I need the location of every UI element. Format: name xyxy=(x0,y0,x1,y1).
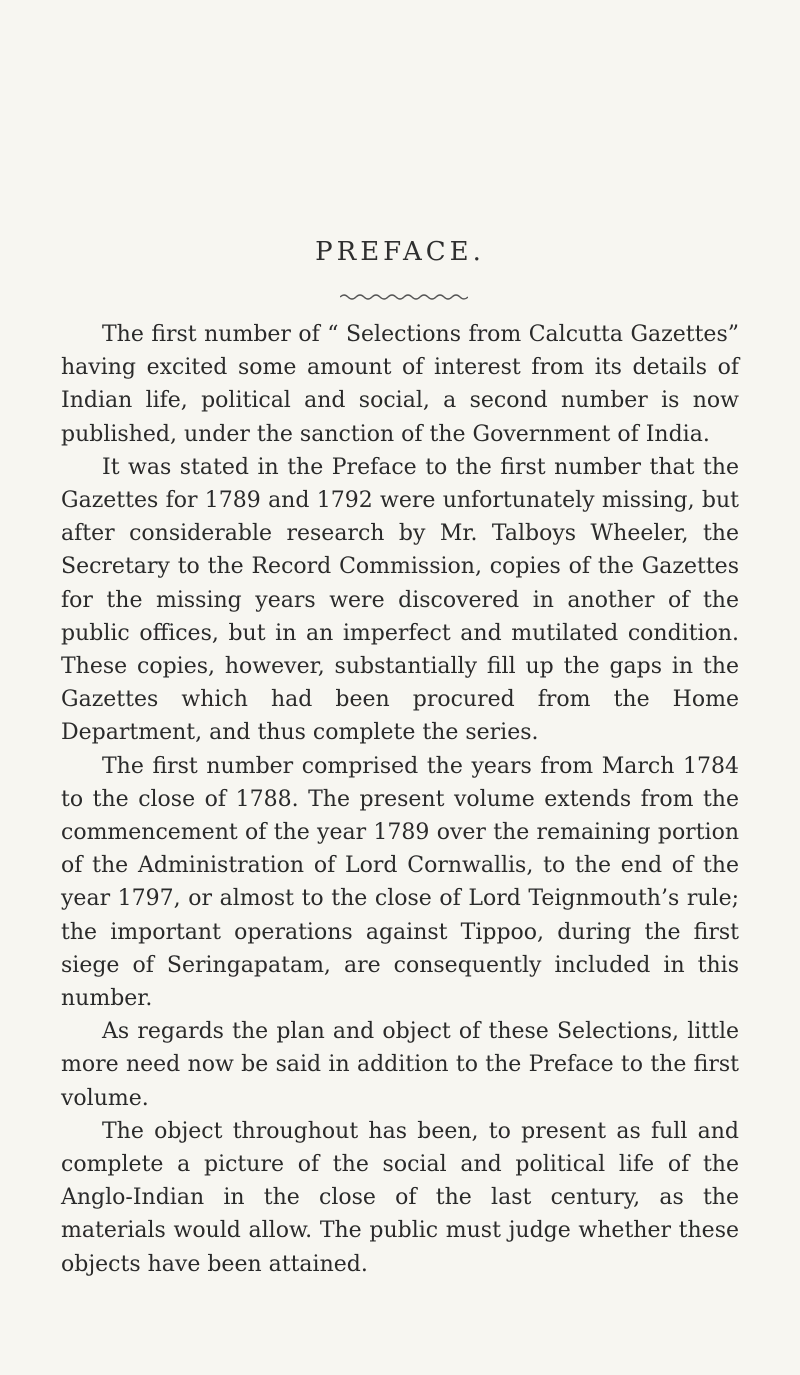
page-title: PREFACE. xyxy=(315,237,485,267)
paragraph: The object throughout has been, to present as full and complete a picture of the social and political life of the Anglo-Indian in the close of the last century, as the materials would allow. The public must judge whether these objects have been attained. xyxy=(61,1118,739,1277)
preface-body xyxy=(61,318,739,1281)
paragraph: It was stated in the Preface to the first number that the Gazettes for 1789 and 1792 were unfortunately missing, but after considerable research by Mr. Talboys Wheeler, the Secretary to the Record Commission, copies of the Gazettes for the missing years were discovered in another of the public offices, but in an imperfect and mutilated condition. These copies, however, substantially fill up the gaps in the Gazettes which had been procured from the Home Department, and thus complete the series. xyxy=(61,454,739,746)
paragraph: The first number of “ Selections from Calcutta Gazettes” having excited some amount of interest from its details of Indian life, political and social, a second number is now published, under the sanction of the Government of India. xyxy=(61,322,739,447)
paragraph: The first number comprised the years from March 1784 to the close of 1788. The present volume extends from the commencement of the year 1789 over the remaining portion of the Administration of Lord Cornwallis, to the end of the year 1797, or almost to the close of Lord Teignmouth’s rule; the important operations against Tippoo, during the first siege of Seringapatam, are consequently included in this number. xyxy=(61,753,739,1012)
wavy-rule-ornament xyxy=(340,292,468,302)
paragraph: As regards the plan and object of these Selections, little more need now be said in addition to the Preface to the first volume. xyxy=(61,1019,739,1111)
